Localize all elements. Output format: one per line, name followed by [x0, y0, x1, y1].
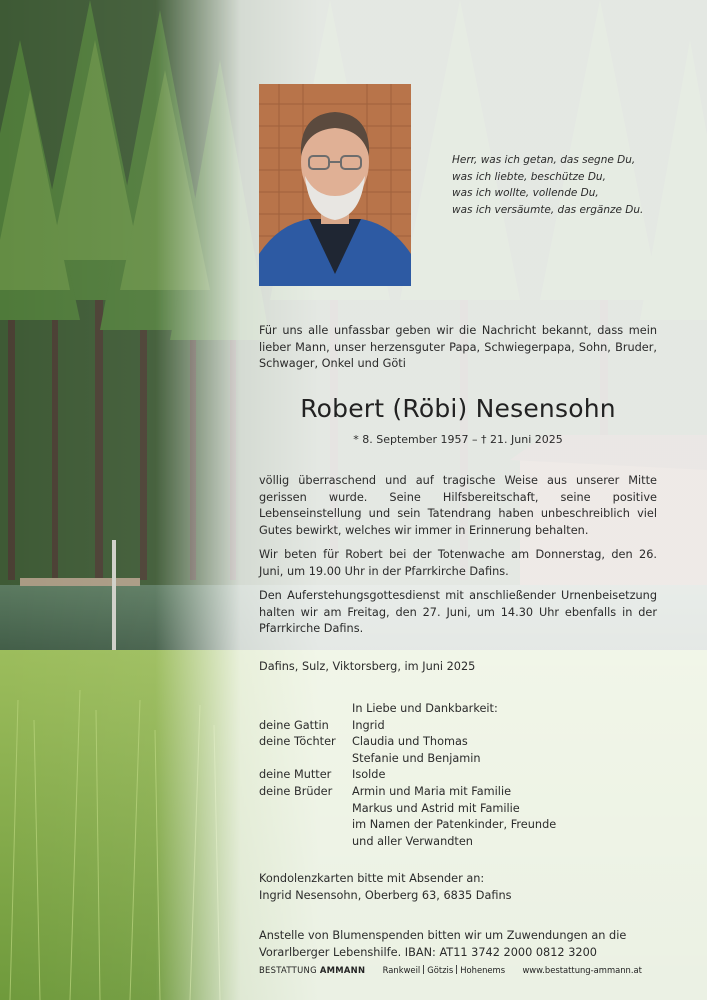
poem [452, 152, 702, 218]
deceased-name: Robert (Röbi) Nesensohn [300, 394, 616, 423]
mourner-relation [259, 817, 352, 834]
mourners-list [259, 701, 556, 850]
poem-line: was ich liebte, beschütze Du, [452, 170, 606, 183]
mourner-names: Claudia und Thomas [352, 735, 468, 749]
mourner-names: Armin und Maria mit Familie [352, 784, 512, 798]
footer-location: Hohenems [460, 965, 506, 975]
mourner-relation [259, 801, 352, 818]
mourner-relation: deine Brüder [259, 784, 333, 798]
paragraph-service: Den Auferstehungsgottesdienst mit anschließender Urnenbeisetzung halten wir am Freitag, den 27. Juni, um 14.30 Uhr ebenfalls in der Pfarrkirche Dafins. [259, 589, 657, 635]
mourner-row [259, 767, 556, 784]
condolence-info [259, 870, 512, 904]
mourner-relation: deine Gattin [259, 718, 329, 732]
funeral-home-logo: BESTATTUNG AMMANN [259, 965, 366, 975]
mourner-names: Stefanie und Benjamin [352, 751, 481, 765]
intro-text: Für uns alle unfassbar geben wir die Nachricht bekannt, dass mein lieber Mann, unser herzensguter Papa, Schwiegerpapa, Sohn, Bruder, Schwager, Onkel und Göti [259, 324, 657, 370]
mourners-heading: In Liebe und Dankbarkeit: [352, 702, 498, 715]
mourner-row [259, 817, 556, 834]
mourner-relation: deine Mutter [259, 768, 332, 782]
mourner-relation [259, 834, 352, 851]
poem-line: was ich versäumte, das ergänze Du. [452, 203, 644, 216]
donation-info [259, 927, 626, 961]
life-dates: * 8. September 1957 – † 21. Juni 2025 [353, 433, 563, 446]
mourner-row [259, 801, 556, 818]
paragraph-tribute: völlig überraschend und auf tragische Weise aus unserer Mitte gerissen wurde. Seine Hilfsbereitschaft, seine positive Lebenseinstellung und sein Tatendrang haben unbeschreiblich viel Gutes bewirkt, welches wir immer in Erinnerung behalten. [259, 474, 657, 537]
condolence-line: Kondolenzkarten bitte mit Absender an: [259, 872, 485, 885]
mourner-row [259, 784, 556, 801]
mourner-row [259, 734, 556, 751]
mourner-names: Markus und Astrid mit Familie [352, 801, 520, 815]
poem-line: was ich wollte, vollende Du, [452, 187, 599, 199]
footer-location: Rankweil [382, 965, 421, 975]
mourner-names: Ingrid [352, 718, 385, 732]
footer-location: Götzis [427, 965, 454, 975]
paragraph-wake: Wir beten für Robert bei der Totenwache am Donnerstag, den 26. Juni, um 19.00 Uhr in der Pfarrkirche Dafins. [259, 548, 657, 578]
footer-website[interactable]: www.bestattung-ammann.at [522, 965, 642, 975]
donation-iban: Vorarlberger Lebenshilfe. IBAN: AT11 3742 2000 0812 3200 [259, 946, 597, 959]
portrait-photo [259, 84, 411, 286]
mourner-relation [259, 751, 352, 768]
donation-line: Anstelle von Blumenspenden bitten wir um Zuwendungen an die [259, 929, 627, 942]
condolence-address: Ingrid Nesensohn, Oberberg 63, 6835 Dafins [259, 889, 512, 902]
poem-line: Herr, was ich getan, das segne Du, [452, 154, 636, 166]
mourner-names: Isolde [352, 768, 386, 782]
mourner-names: im Namen der Patenkinder, Freunde [352, 818, 557, 832]
mourner-relation: deine Töchter [259, 735, 336, 749]
mourner-names: und aller Verwandten [352, 834, 473, 848]
footer [259, 965, 642, 975]
mourner-row [259, 718, 556, 735]
mourner-row [259, 834, 556, 851]
mourner-row [259, 751, 556, 768]
place-date: Dafins, Sulz, Viktorsberg, im Juni 2025 [259, 660, 476, 673]
